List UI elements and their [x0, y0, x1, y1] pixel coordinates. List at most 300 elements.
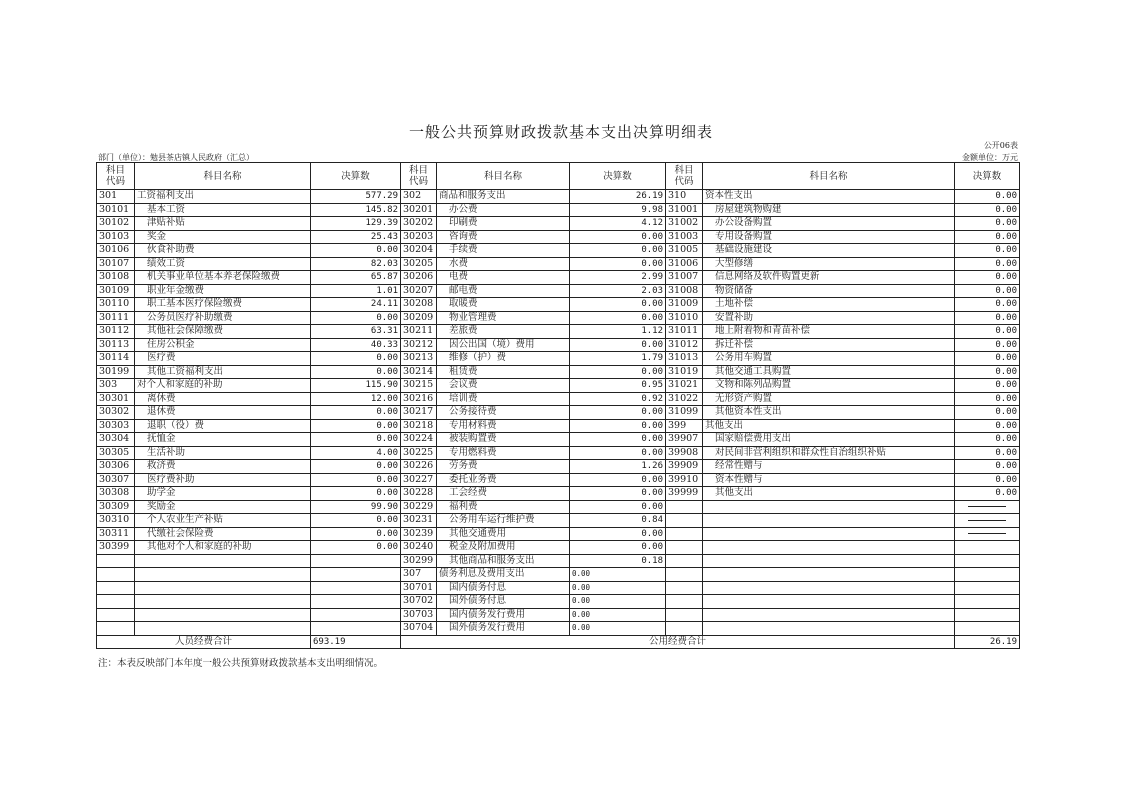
cell-code: 30110 [97, 298, 135, 312]
cell-code [666, 595, 703, 609]
cell-amount: 0.00 [570, 487, 666, 501]
cell-code [666, 554, 703, 568]
cell-amount: 0.00 [570, 622, 666, 636]
table-row [97, 554, 1020, 568]
cell-name: 维修（护）费 [437, 352, 570, 366]
cell-amount: 0.00 [570, 527, 666, 541]
table-row [97, 284, 1020, 298]
cell-code: 310 [666, 190, 703, 204]
cell-amount [955, 500, 1020, 514]
table-row [97, 419, 1020, 433]
cell-code: 30311 [97, 527, 135, 541]
cell-amount: 577.29 [311, 190, 401, 204]
cell-name: 培训费 [437, 392, 570, 406]
cell-amount: 0.00 [311, 473, 401, 487]
cell-code: 31019 [666, 365, 703, 379]
public-total-value: 26.19 [955, 635, 1020, 649]
table-row [97, 514, 1020, 528]
cell-name: 住房公积金 [135, 338, 311, 352]
cell-name: 取暖费 [437, 298, 570, 312]
cell-code: 30113 [97, 338, 135, 352]
cell-amount: 0.00 [570, 230, 666, 244]
cell-code: 30114 [97, 352, 135, 366]
table-row [97, 446, 1020, 460]
cell-name: 职业年金缴费 [135, 284, 311, 298]
placeholder-rule [968, 520, 1006, 521]
cell-code: 31003 [666, 230, 703, 244]
header-code: 科目 代码 [97, 163, 135, 190]
cell-name: 其他社会保障缴费 [135, 325, 311, 339]
cell-code: 301 [97, 190, 135, 204]
cell-amount: 0.00 [955, 352, 1020, 366]
cell-name: 因公出国（境）费用 [437, 338, 570, 352]
cell-name: 医疗费 [135, 352, 311, 366]
cell-code: 31010 [666, 311, 703, 325]
cell-code: 30702 [401, 595, 437, 609]
page-title: 一般公共预算财政拨款基本支出决算明细表 [408, 123, 713, 141]
table-row [97, 230, 1020, 244]
table-row [97, 338, 1020, 352]
table-row [97, 392, 1020, 406]
cell-code: 30216 [401, 392, 437, 406]
cell-code: 30102 [97, 217, 135, 231]
cell-amount [955, 527, 1020, 541]
cell-code [97, 622, 135, 636]
cell-name [135, 622, 311, 636]
cell-code: 31021 [666, 379, 703, 393]
cell-name: 办公费 [437, 203, 570, 217]
cell-name: 差旅费 [437, 325, 570, 339]
cell-name [703, 608, 955, 622]
cell-name: 助学金 [135, 487, 311, 501]
cell-name: 津贴补贴 [135, 217, 311, 231]
cell-name: 专用设备购置 [703, 230, 955, 244]
cell-code [97, 554, 135, 568]
cell-amount: 0.00 [955, 311, 1020, 325]
cell-amount: 25.43 [311, 230, 401, 244]
cell-amount: 0.00 [311, 514, 401, 528]
cell-amount: 0.00 [955, 284, 1020, 298]
table-row [97, 608, 1020, 622]
table-row [97, 190, 1020, 204]
cell-amount [955, 568, 1020, 582]
cell-code: 30306 [97, 460, 135, 474]
cell-amount: 0.00 [570, 473, 666, 487]
cell-amount: 65.87 [311, 271, 401, 285]
cell-amount: 0.00 [955, 271, 1020, 285]
table-row [97, 379, 1020, 393]
cell-amount [955, 595, 1020, 609]
cell-name: 生活补助 [135, 446, 311, 460]
cell-amount: 0.00 [955, 203, 1020, 217]
cell-code: 31011 [666, 325, 703, 339]
cell-name: 个人农业生产补贴 [135, 514, 311, 528]
cell-name: 其他工资福利支出 [135, 365, 311, 379]
cell-code: 39907 [666, 433, 703, 447]
cell-amount: 0.00 [311, 352, 401, 366]
cell-name: 国外债务发行费用 [437, 622, 570, 636]
cell-code: 30704 [401, 622, 437, 636]
cell-name [703, 622, 955, 636]
cell-name: 资本性支出 [703, 190, 955, 204]
cell-code: 30307 [97, 473, 135, 487]
cell-code: 302 [401, 190, 437, 204]
placeholder-rule [968, 533, 1006, 534]
cell-amount: 145.82 [311, 203, 401, 217]
cell-code [666, 622, 703, 636]
header-amount: 决算数 [955, 163, 1020, 190]
cell-code: 30225 [401, 446, 437, 460]
cell-amount: 0.00 [570, 581, 666, 595]
cell-amount: 0.95 [570, 379, 666, 393]
cell-code: 30212 [401, 338, 437, 352]
table-row [97, 352, 1020, 366]
cell-name: 咨询费 [437, 230, 570, 244]
cell-code: 30301 [97, 392, 135, 406]
table-row [97, 581, 1020, 595]
cell-amount: 0.00 [955, 325, 1020, 339]
table-row [97, 244, 1020, 258]
cell-name: 工资福利支出 [135, 190, 311, 204]
cell-amount [311, 622, 401, 636]
cell-amount [955, 581, 1020, 595]
cell-name: 物资储备 [703, 284, 955, 298]
cell-name: 救济费 [135, 460, 311, 474]
cell-amount [955, 608, 1020, 622]
header-name: 科目名称 [703, 163, 955, 190]
header-name: 科目名称 [437, 163, 570, 190]
cell-code: 30240 [401, 541, 437, 555]
cell-name: 伙食补助费 [135, 244, 311, 258]
cell-name: 债务利息及费用支出 [437, 568, 570, 582]
cell-name [703, 541, 955, 555]
cell-name: 抚恤金 [135, 433, 311, 447]
cell-code: 30308 [97, 487, 135, 501]
table-row [97, 311, 1020, 325]
cell-code: 30108 [97, 271, 135, 285]
cell-code: 30299 [401, 554, 437, 568]
cell-code: 30231 [401, 514, 437, 528]
table-note: 注：本表反映部门本年度一般公共预算财政拨款基本支出明细情况。 [98, 658, 384, 669]
cell-amount: 4.00 [311, 446, 401, 460]
cell-name: 代缴社会保险费 [135, 527, 311, 541]
cell-code [666, 500, 703, 514]
cell-code: 30224 [401, 433, 437, 447]
cell-amount: 0.00 [311, 527, 401, 541]
cell-code: 30207 [401, 284, 437, 298]
cell-name: 手续费 [437, 244, 570, 258]
cell-amount: 0.00 [570, 433, 666, 447]
cell-amount: 0.00 [570, 257, 666, 271]
table-row [97, 203, 1020, 217]
header-name: 科目名称 [135, 163, 311, 190]
cell-code: 30202 [401, 217, 437, 231]
cell-amount: 0.00 [955, 419, 1020, 433]
expenditure-table [96, 162, 1020, 649]
department-label: 部门（单位）：勉县茶店镇人民政府（汇总） [98, 153, 254, 162]
cell-name: 无形资产购置 [703, 392, 955, 406]
cell-amount: 0.00 [570, 338, 666, 352]
cell-amount: 0.00 [955, 379, 1020, 393]
cell-amount: 12.00 [311, 392, 401, 406]
cell-code: 30109 [97, 284, 135, 298]
cell-name [703, 514, 955, 528]
cell-code: 30103 [97, 230, 135, 244]
cell-code: 39908 [666, 446, 703, 460]
cell-amount: 0.00 [955, 230, 1020, 244]
cell-amount [311, 608, 401, 622]
cell-name: 其他支出 [703, 419, 955, 433]
cell-name: 资本性赠与 [703, 473, 955, 487]
header-row [97, 163, 1020, 190]
cell-code: 31008 [666, 284, 703, 298]
cell-code: 31013 [666, 352, 703, 366]
cell-code: 399 [666, 419, 703, 433]
cell-amount: 9.98 [570, 203, 666, 217]
public-total-label: 公用经费合计 [401, 635, 955, 649]
table-row [97, 527, 1020, 541]
cell-amount: 2.99 [570, 271, 666, 285]
cell-name: 国外债务付息 [437, 595, 570, 609]
table-row [97, 622, 1020, 636]
cell-name [703, 568, 955, 582]
cell-name: 地上附着物和青苗补偿 [703, 325, 955, 339]
cell-amount [311, 568, 401, 582]
cell-amount: 99.90 [311, 500, 401, 514]
cell-name: 退职（役）费 [135, 419, 311, 433]
cell-name: 办公设备购置 [703, 217, 955, 231]
header-code: 科目 代码 [666, 163, 703, 190]
cell-code: 30226 [401, 460, 437, 474]
cell-code [97, 581, 135, 595]
cell-name: 其他商品和服务支出 [437, 554, 570, 568]
cell-name: 其他交通工具购置 [703, 365, 955, 379]
cell-code: 30399 [97, 541, 135, 555]
cell-amount: 0.00 [311, 419, 401, 433]
cell-amount: 0.00 [570, 244, 666, 258]
cell-amount: 0.00 [955, 217, 1020, 231]
cell-code [666, 608, 703, 622]
table-row [97, 460, 1020, 474]
cell-code: 31001 [666, 203, 703, 217]
cell-amount: 0.00 [311, 487, 401, 501]
cell-amount [955, 554, 1020, 568]
cell-name [135, 595, 311, 609]
cell-name: 商品和服务支出 [437, 190, 570, 204]
cell-amount: 1.26 [570, 460, 666, 474]
cell-code: 30215 [401, 379, 437, 393]
cell-code: 303 [97, 379, 135, 393]
cell-code: 30309 [97, 500, 135, 514]
cell-code: 30303 [97, 419, 135, 433]
cell-name: 专用材料费 [437, 419, 570, 433]
cell-amount: 0.00 [955, 473, 1020, 487]
header-amount: 决算数 [311, 163, 401, 190]
cell-amount: 0.00 [570, 311, 666, 325]
cell-name: 会议费 [437, 379, 570, 393]
cell-name: 公务员医疗补助缴费 [135, 311, 311, 325]
cell-amount: 1.12 [570, 325, 666, 339]
cell-name: 文物和陈列品购置 [703, 379, 955, 393]
cell-amount: 0.00 [955, 460, 1020, 474]
cell-name: 印刷费 [437, 217, 570, 231]
cell-code: 31009 [666, 298, 703, 312]
cell-code [97, 608, 135, 622]
cell-name: 医疗费补助 [135, 473, 311, 487]
cell-name [135, 568, 311, 582]
table-row [97, 325, 1020, 339]
cell-name: 奖励金 [135, 500, 311, 514]
cell-code: 30213 [401, 352, 437, 366]
cell-amount: 1.01 [311, 284, 401, 298]
cell-name: 国家赔偿费用支出 [703, 433, 955, 447]
cell-amount: 0.00 [955, 257, 1020, 271]
cell-amount: 0.00 [955, 392, 1020, 406]
cell-amount: 0.00 [955, 338, 1020, 352]
cell-name [703, 581, 955, 595]
cell-name: 信息网络及软件购置更新 [703, 271, 955, 285]
cell-code: 31005 [666, 244, 703, 258]
cell-code [666, 581, 703, 595]
cell-amount: 0.00 [955, 298, 1020, 312]
cell-code: 30310 [97, 514, 135, 528]
cell-code: 31006 [666, 257, 703, 271]
cell-code [666, 568, 703, 582]
cell-code: 30101 [97, 203, 135, 217]
cell-amount: 0.00 [570, 365, 666, 379]
cell-name: 福利费 [437, 500, 570, 514]
cell-code [666, 514, 703, 528]
header-amount: 决算数 [570, 163, 666, 190]
header-code: 科目 代码 [401, 163, 437, 190]
cell-code: 31012 [666, 338, 703, 352]
cell-name: 对民间非营利组织和群众性自治组织补贴 [703, 446, 955, 460]
cell-name [703, 500, 955, 514]
cell-name: 退休费 [135, 406, 311, 420]
cell-amount: 0.00 [955, 487, 1020, 501]
cell-amount: 0.00 [311, 244, 401, 258]
cell-code: 39910 [666, 473, 703, 487]
cell-amount: 0.00 [570, 595, 666, 609]
cell-amount: 0.00 [955, 365, 1020, 379]
cell-code: 39909 [666, 460, 703, 474]
cell-name: 工会经费 [437, 487, 570, 501]
table-row [97, 271, 1020, 285]
table-row [97, 473, 1020, 487]
table-row [97, 257, 1020, 271]
cell-code: 30218 [401, 419, 437, 433]
cell-name: 对个人和家庭的补助 [135, 379, 311, 393]
cell-amount: 0.00 [311, 406, 401, 420]
cell-name: 国内债务发行费用 [437, 608, 570, 622]
cell-code: 30227 [401, 473, 437, 487]
cell-name [703, 595, 955, 609]
cell-amount: 2.03 [570, 284, 666, 298]
cell-amount [955, 541, 1020, 555]
cell-code: 30111 [97, 311, 135, 325]
cell-amount: 26.19 [570, 190, 666, 204]
amount-unit: 金额单位：万元 [962, 153, 1018, 162]
cell-name: 房屋建筑物购建 [703, 203, 955, 217]
cell-code: 31099 [666, 406, 703, 420]
cell-amount: 0.00 [570, 298, 666, 312]
cell-amount: 0.00 [570, 608, 666, 622]
cell-amount [311, 595, 401, 609]
cell-amount: 0.00 [570, 568, 666, 582]
cell-name [703, 554, 955, 568]
cell-code [666, 527, 703, 541]
cell-code: 30701 [401, 581, 437, 595]
cell-code: 30211 [401, 325, 437, 339]
table-row [97, 433, 1020, 447]
cell-code: 30204 [401, 244, 437, 258]
cell-amount: 0.00 [570, 541, 666, 555]
cell-amount [311, 554, 401, 568]
cell-name [135, 608, 311, 622]
totals-row [97, 635, 1020, 649]
cell-code: 30209 [401, 311, 437, 325]
cell-name: 其他交通费用 [437, 527, 570, 541]
cell-code: 31022 [666, 392, 703, 406]
cell-name: 其他对个人和家庭的补助 [135, 541, 311, 555]
cell-name: 邮电费 [437, 284, 570, 298]
cell-name: 委托业务费 [437, 473, 570, 487]
cell-amount: 0.92 [570, 392, 666, 406]
cell-code: 30203 [401, 230, 437, 244]
cell-amount: 0.00 [311, 311, 401, 325]
cell-name: 其他资本性支出 [703, 406, 955, 420]
cell-name: 电费 [437, 271, 570, 285]
cell-code: 307 [401, 568, 437, 582]
cell-amount [311, 581, 401, 595]
cell-name: 物业管理费 [437, 311, 570, 325]
table-row [97, 298, 1020, 312]
cell-amount: 0.00 [570, 446, 666, 460]
cell-code: 30229 [401, 500, 437, 514]
cell-name [135, 554, 311, 568]
cell-name: 拆迁补偿 [703, 338, 955, 352]
cell-amount: 40.33 [311, 338, 401, 352]
personnel-total-value: 693.19 [311, 635, 401, 649]
cell-amount: 0.00 [955, 244, 1020, 258]
cell-code: 30206 [401, 271, 437, 285]
cell-code: 30205 [401, 257, 437, 271]
cell-name: 基础设施建设 [703, 244, 955, 258]
table-row [97, 568, 1020, 582]
cell-code: 30228 [401, 487, 437, 501]
cell-name: 被装购置费 [437, 433, 570, 447]
cell-name: 税金及附加费用 [437, 541, 570, 555]
cell-amount: 4.12 [570, 217, 666, 231]
cell-code: 30305 [97, 446, 135, 460]
cell-amount: 0.84 [570, 514, 666, 528]
cell-code: 30112 [97, 325, 135, 339]
cell-amount: 0.00 [955, 446, 1020, 460]
form-number: 公开06表 [983, 141, 1018, 150]
cell-code: 30199 [97, 365, 135, 379]
cell-name [135, 581, 311, 595]
cell-code: 30214 [401, 365, 437, 379]
cell-name: 租赁费 [437, 365, 570, 379]
cell-amount: 0.00 [955, 433, 1020, 447]
cell-code: 30107 [97, 257, 135, 271]
cell-name: 公务用车购置 [703, 352, 955, 366]
cell-amount: 1.79 [570, 352, 666, 366]
cell-code: 31002 [666, 217, 703, 231]
cell-name: 奖金 [135, 230, 311, 244]
cell-code [97, 595, 135, 609]
table-row [97, 406, 1020, 420]
